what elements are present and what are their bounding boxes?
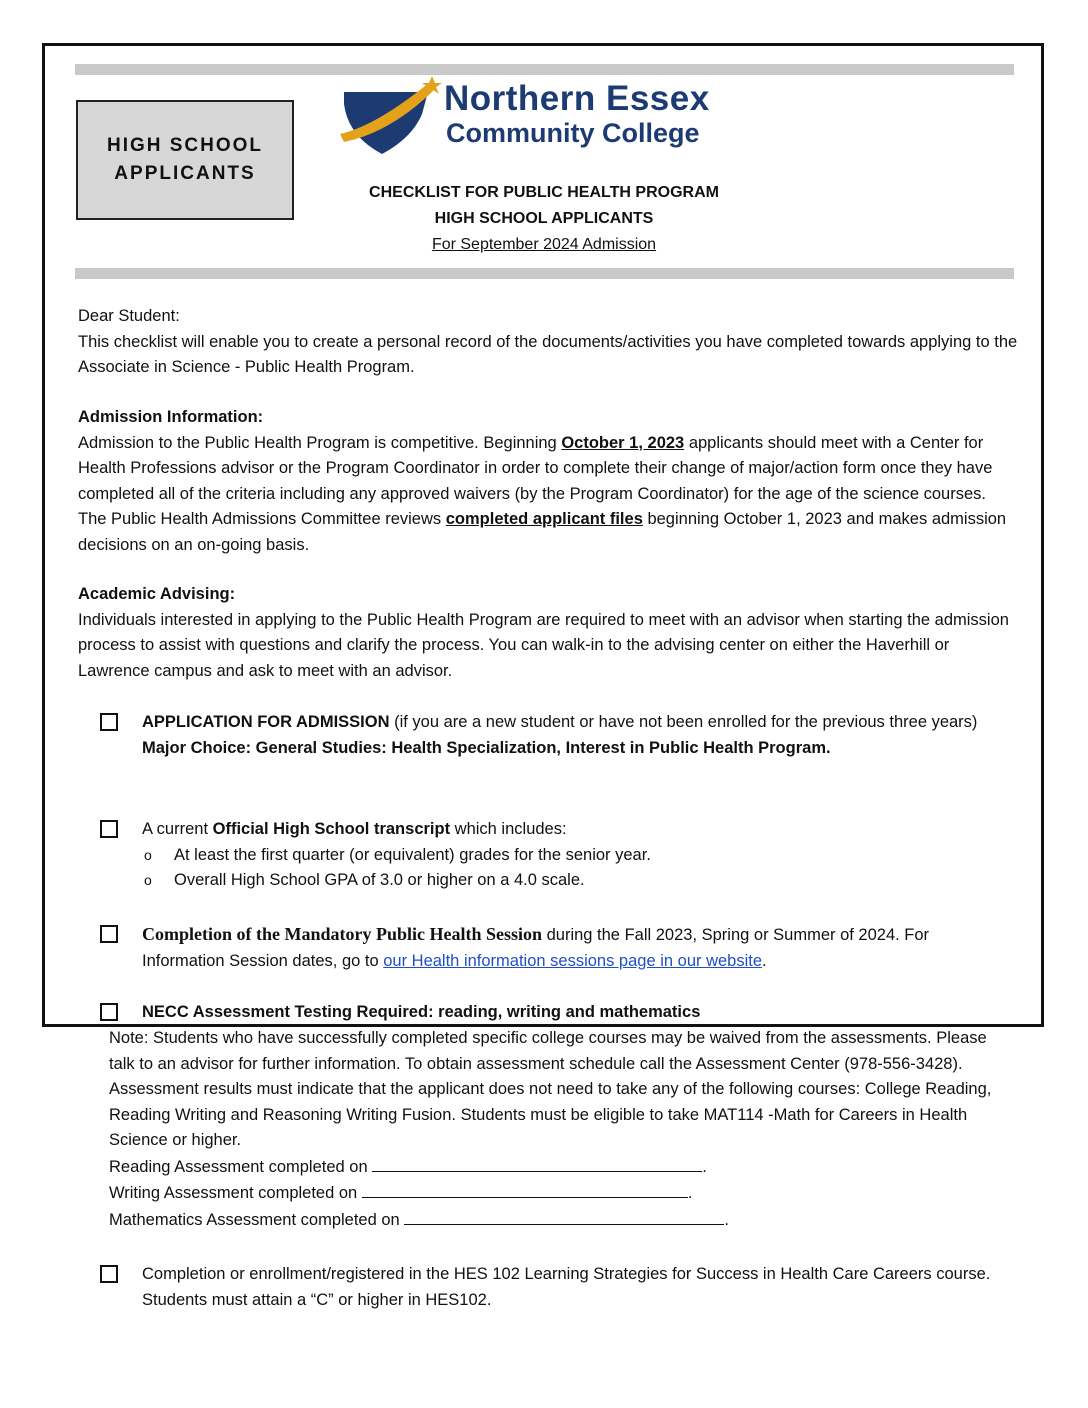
advising-section <box>78 582 1018 684</box>
document-title <box>300 180 788 258</box>
session-checkbox[interactable] <box>100 925 118 943</box>
hes102-text: Completion or enrollment/registered in the HES 102 Learning Strategies for Success in Health Care Careers course. Students must attain a “C” or higher in HES102. <box>142 1265 991 1309</box>
title-line3: For September 2024 Admission <box>431 236 657 253</box>
checklist-item-application: APPLICATION FOR ADMISSION (if you are a new student or have not been enrolled for the previous three years) Major Choice: General Studies: Health Specialization, Interest in Public Health Program. <box>100 710 1010 761</box>
info-sessions-link[interactable]: our Health information sessions page in our website <box>383 951 763 970</box>
application-checkbox[interactable] <box>100 713 118 731</box>
reading-date-field[interactable] <box>372 1154 702 1172</box>
box-label-line2: APPLICANTS <box>114 163 256 184</box>
advising-text: Individuals interested in applying to the Public Health Program are required to meet with an advisor when starting the admission process to assist with questions and clarify the process. You can walk-in to the advising center on either the Haverhill or Lawrence campus and ask to meet with an advisor. <box>78 610 1009 680</box>
intro-text: This checklist will enable you to create a personal record of the documents/activities you have completed towards applying to the Associate in Science - Public Health Program. <box>78 332 1018 376</box>
transcript-requirements <box>142 843 1010 894</box>
box-label-line1: HIGH SCHOOL <box>106 135 264 156</box>
college-shield-icon <box>336 74 446 158</box>
advising-heading: Academic Advising: <box>78 585 236 603</box>
header-divider <box>75 268 1014 279</box>
list-item: o Overall High School GPA of 3.0 or higher on a 4.0 scale. <box>142 868 1010 894</box>
checklist-item-hes102 <box>100 1262 1010 1313</box>
math-assessment-line: Mathematics Assessment completed on . <box>109 1207 1014 1234</box>
admission-section <box>78 405 1018 558</box>
writing-date-field[interactable] <box>362 1180 688 1198</box>
high-school-applicants-box <box>76 100 294 220</box>
greeting: Dear Student: <box>78 307 180 325</box>
logo-name-line2: Community College <box>446 118 700 148</box>
math-date-field[interactable] <box>404 1207 724 1225</box>
checklist-item-assessment: NECC Assessment Testing Required: reading, writing and mathematics <box>100 1000 1010 1026</box>
title-line2: HIGH SCHOOL APPLICANTS <box>434 210 654 227</box>
assessment-note <box>109 1026 1014 1233</box>
writing-assessment-line: Writing Assessment completed on . <box>109 1180 1014 1207</box>
bullet-circle-icon: o <box>144 846 152 863</box>
completed-applicant-files: completed applicant files <box>445 510 643 528</box>
hes102-checkbox[interactable] <box>100 1265 118 1283</box>
college-logo <box>336 74 756 158</box>
intro-section <box>78 304 1018 381</box>
reading-assessment-line: Reading Assessment completed on . <box>109 1154 1014 1181</box>
bullet-circle-icon: o <box>144 872 152 888</box>
admission-text: Admission to the Public Health Program is competitive. Beginning October 1, 2023 applicants should meet with a Center for Health Professions advisor or the Program Coordinator in order to complete their change of major/action form once they have completed all of the criteria including any approved waivers (by the Program Coordinator) for the age of the science courses. The Public Health Admissions Committee reviews completed applicant files beginning October 1, 2023 and makes admission decisions on an on-going basis. <box>78 433 1007 554</box>
list-item: o At least the first quarter (or equivalent) grades for the senior year. <box>142 843 1010 869</box>
checklist-item-transcript: A current Official High School transcript which includes: o At least the first quarter (or equivalent) grades for the senior year. o Overall High School GPA of 3.0 or higher on a 4.0 scale. <box>100 817 1010 894</box>
assessment-note-text: Note: Students who have successfully completed specific college courses may be waived from the assessments. Please talk to an advisor for further information. To obtain assessment schedule call the Assessment Center (978-556-3428). Assessment results must indicate that the applicant does not need to take any of the following courses: College Reading, Reading Writing and Reasoning Writing Fusion. Students must be eligible to take MAT114 -Math for Careers in Health Science or higher. <box>109 1029 992 1149</box>
logo-name-line1: Northern Essex <box>444 79 710 118</box>
checklist-item-session: Completion of the Mandatory Public Health Session during the Fall 2023, Spring or Summer of 2024. For Information Session dates, go to our Health information sessions page in our website. <box>100 922 1010 974</box>
admission-date: October 1, 2023 <box>561 433 685 452</box>
transcript-checkbox[interactable] <box>100 820 118 838</box>
assessment-checkbox[interactable] <box>100 1003 118 1021</box>
title-line1: CHECKLIST FOR PUBLIC HEALTH PROGRAM <box>369 184 719 201</box>
admission-heading: Admission Information: <box>78 408 264 426</box>
